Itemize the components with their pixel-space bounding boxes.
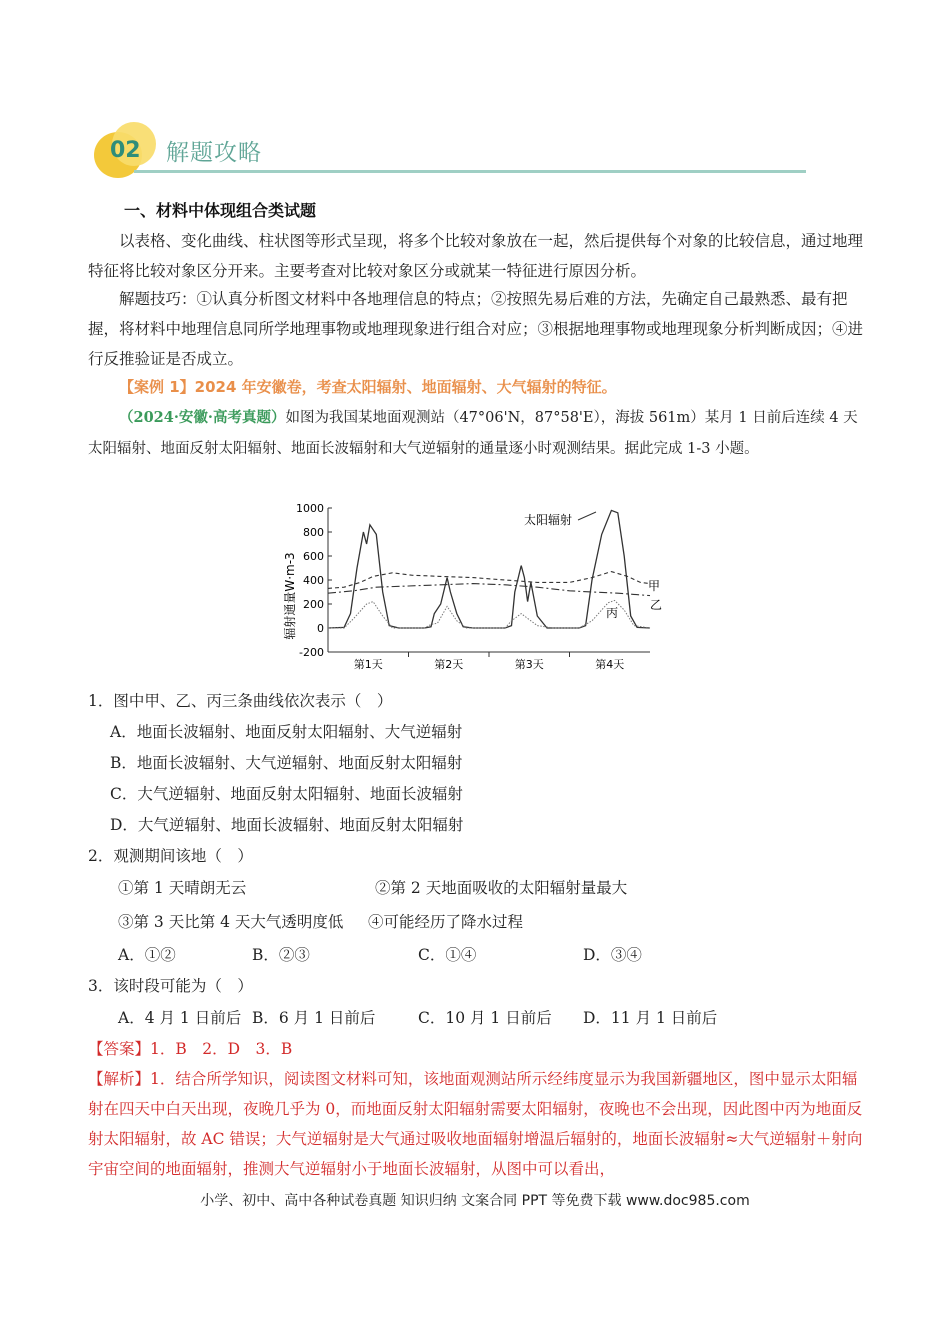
x-tick-label: 第1天	[353, 658, 383, 671]
x-axis	[328, 652, 650, 671]
question-2-stem: 2．观测期间该地（ ）	[88, 847, 253, 865]
analysis-paragraph	[88, 1064, 864, 1184]
question-2-option-a: A．①②	[118, 946, 176, 964]
question-1-option-a: A．地面长波辐射、地面反射太阳辐射、大气逆辐射	[110, 723, 463, 741]
case-stem-text: 如图为我国某地面观测站（47°06'N，87°58'E），海拔 561m）某月 1 日前后连续 4 天太阳辐射、地面反射太阳辐射、地面长波辐射和大气逆辐射的通量逐小时观测结果。据此完成 1-3 小题。	[88, 410, 858, 457]
section-heading: 一、材料中体现组合类试题	[124, 201, 317, 220]
section-title: 解题攻略	[166, 140, 262, 166]
question-2-statement-2: ②第 2 天地面吸收的太阳辐射量最大	[375, 879, 628, 897]
answer-text: 1．B 2．D 3．B	[150, 1040, 293, 1058]
question-1-option-d: D．大气逆辐射、地面长波辐射、地面反射太阳辐射	[110, 816, 464, 834]
question-3-option-b: B．6 月 1 日前后	[252, 1009, 376, 1027]
question-3-stem: 3．该时段可能为（ ）	[88, 977, 253, 995]
question-2-statement-1: ①第 1 天晴朗无云	[118, 879, 247, 897]
page-footer: 小学、初中、高中各种试卷真题 知识归纳 文案合同 PPT 等免费下载 www.doc985.com	[200, 1193, 750, 1209]
question-2-option-b: B．②③	[252, 946, 310, 964]
header-divider	[134, 170, 806, 173]
y-axis-label: 辐射通量W·m-3	[283, 552, 297, 640]
question-1-stem: 1．图中甲、乙、丙三条曲线依次表示（ ）	[88, 692, 393, 710]
question-3-option-a: A．4 月 1 日前后	[118, 1009, 242, 1027]
section-number: 02	[110, 138, 141, 163]
y-tick-label: 800	[303, 526, 324, 539]
x-tick-label: 第4天	[595, 658, 625, 671]
y-tick-label: 200	[303, 598, 324, 611]
question-1-option-b: B．地面长波辐射、大气逆辐射、地面反射太阳辐射	[110, 754, 463, 772]
question-1-option-c: C．大气逆辐射、地面反射太阳辐射、地面长波辐射	[110, 785, 463, 803]
answer-line	[88, 1034, 864, 1064]
y-tick-label: 600	[303, 550, 324, 563]
intro-paragraph-2: 解题技巧：①认真分析图文材料中各地理信息的特点；②按照先易后难的方法，先确定自己最熟悉、最有把握，将材料中地理信息同所学地理事物或地理现象进行组合对应；③根据地理事物或地理现象分析判断成因；④进行反推验证是否成立。	[88, 290, 864, 368]
x-tick-label: 第3天	[514, 658, 544, 671]
question-2-option-c: C．①④	[418, 946, 477, 964]
y-tick-label: 1000	[296, 502, 324, 515]
case-stem	[88, 402, 864, 465]
series-label-bing: 丙	[606, 606, 619, 620]
y-tick-label: 0	[317, 622, 324, 635]
case-source: （2024·安徽·高考真题）	[119, 409, 286, 426]
series-jia-line	[328, 572, 650, 589]
y-tick-label: -200	[299, 646, 324, 659]
y-tick-label: 400	[303, 574, 324, 587]
series-solar-radiation-line	[328, 510, 650, 628]
question-3-option-d: D．11 月 1 日前后	[583, 1009, 718, 1027]
question-3-option-c: C．10 月 1 日前后	[418, 1009, 552, 1027]
case-label: 【案例 1】2024 年安徽卷，考查太阳辐射、地面辐射、大气辐射的特征。	[119, 378, 617, 396]
y-axis	[296, 502, 332, 659]
series-bing-line	[328, 600, 650, 628]
series-yi-line	[328, 584, 650, 596]
series-label-solar: 太阳辐射	[524, 513, 573, 527]
analysis-label: 【解析】	[88, 1070, 151, 1088]
series-label-jia: 甲	[648, 579, 661, 593]
x-tick-label: 第2天	[434, 658, 464, 671]
intro-paragraph-1: 以表格、变化曲线、柱状图等形式呈现，将多个比较对象放在一起，然后提供每个对象的比较信息，通过地理特征将比较对象区分开来。主要考查对比较对象区分或就某一特征进行原因分析。	[88, 232, 864, 280]
series-label-yi: 乙	[650, 598, 663, 612]
question-2-option-d: D．③④	[583, 946, 642, 964]
section-header	[94, 120, 806, 180]
question-2-statement-3: ③第 3 天比第 4 天大气透明度低	[118, 913, 344, 931]
question-2-statement-4: ④可能经历了降水过程	[368, 913, 524, 931]
answer-label: 【答案】	[88, 1040, 151, 1058]
analysis-text: 1．结合所学知识，阅读图文材料可知，该地面观测站所示经纬度显示为我国新疆地区，图中显示太阳辐射在四天中白天出现，夜晚几乎为 0，而地面反射太阳辐射需要太阳辐射，夜晚也不会出现，因此图中丙为地面反射太阳辐射，故 AC 错误；大气逆辐射是大气通过吸收地面辐射增温后辐射的，地面长波辐射≈大气逆辐射＋射向宇宙空间的地面辐射，推测大气逆辐射小于地面长波辐射，从图中可以看出，	[88, 1070, 863, 1178]
radiation-chart	[270, 496, 670, 682]
